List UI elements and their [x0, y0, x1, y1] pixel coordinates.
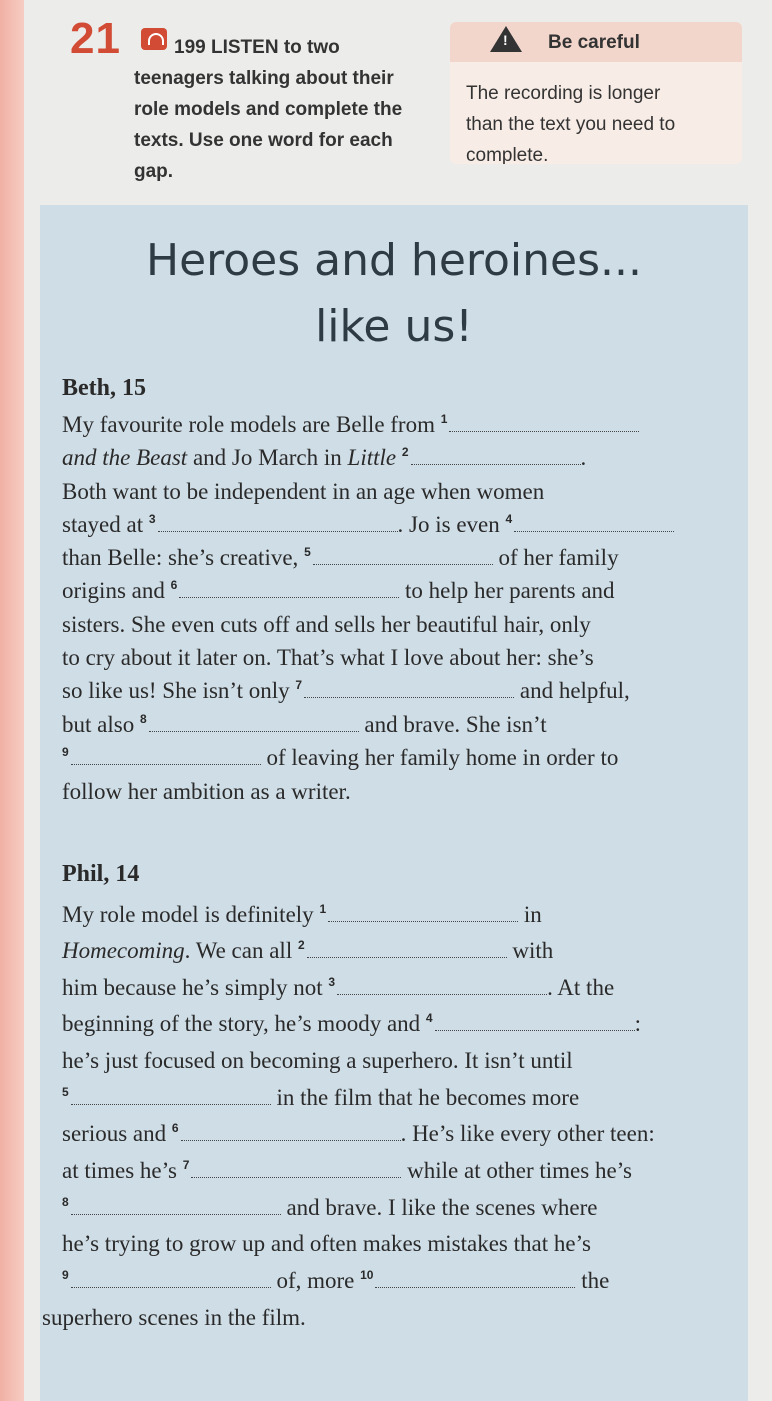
gap-beth-1[interactable] [449, 413, 639, 432]
reading-panel: Heroes and heroines... like us! Beth, 15 My favourite role models are Belle from $^1$ and the Beast and Jo March in Little $^2$ . Both want to be independent in an age when women stayed at $^3$ . Jo is even $^4$ than Belle: she’s creative, $^5$ of her family origins and $^6$ to help her parents and sisters. She even cuts off and sells her beautiful hair, only to cry about it later on. That’s what I love about her: she’s so like us! She isn’t only $^7$ and helpful, but also $^8$ and brave. She isn’t $^9$ of leaving her family home in order to follow her ambition as a writer. Phil, 14 My role model is definitely $^1$ in Homecoming. We can all $^2$ with him because he’s simply not $^3$ . At the beginning of the story, he’s moody and $^4$ : he’s just focused on becoming a superhero. It isn’t until $^5$ in the film that he becomes more serious and $^6$ . He’s like every other teen: at times he’s $^7$ while at other times he’s $^8$ and brave. I like the scenes where he’s trying to grow up and often makes mistakes that he’s $^9$ of, more $^{10}$ the superhero scenes in the film. [40, 205, 748, 1401]
panel-title-line2: like us! [315, 301, 473, 352]
gap-beth-6[interactable] [179, 579, 399, 598]
be-careful-title: Be careful [548, 32, 640, 53]
gap-beth-2[interactable] [411, 446, 581, 465]
be-careful-header [450, 22, 742, 62]
gap-phil-3[interactable] [337, 976, 547, 995]
gap-phil-8[interactable] [71, 1196, 281, 1215]
gap-phil-10[interactable] [375, 1269, 575, 1288]
phil-name: Phil, 14 [62, 861, 140, 887]
gap-beth-3[interactable] [158, 513, 398, 532]
warning-icon [490, 26, 522, 52]
gap-beth-7[interactable] [304, 679, 514, 698]
panel-title-line1: Heroes and heroines... [145, 235, 642, 286]
page-edge-strip [0, 0, 24, 1401]
gap-phil-4[interactable] [435, 1012, 635, 1031]
gap-phil-9[interactable] [71, 1269, 271, 1288]
track-number: 199 [174, 37, 206, 58]
exercise-number: 21 [70, 14, 121, 63]
be-careful-box [450, 22, 742, 164]
gap-phil-2[interactable] [307, 939, 507, 958]
gap-beth-8[interactable] [149, 713, 359, 732]
gap-phil-5[interactable] [71, 1086, 271, 1105]
gap-phil-1[interactable] [328, 903, 518, 922]
gap-phil-7[interactable] [191, 1159, 401, 1178]
beth-name: Beth, 15 [62, 375, 146, 401]
gap-beth-4[interactable] [514, 513, 674, 532]
gap-beth-9[interactable] [71, 746, 261, 765]
gap-beth-5[interactable] [313, 546, 493, 565]
exercise-instruction: 199 LISTEN to two teenagers talking about their role models and complete the texts. Use one word for each gap. [134, 37, 403, 182]
gap-phil-6[interactable] [181, 1122, 401, 1141]
be-careful-text: The recording is longer than the text you need to complete. [466, 83, 676, 164]
